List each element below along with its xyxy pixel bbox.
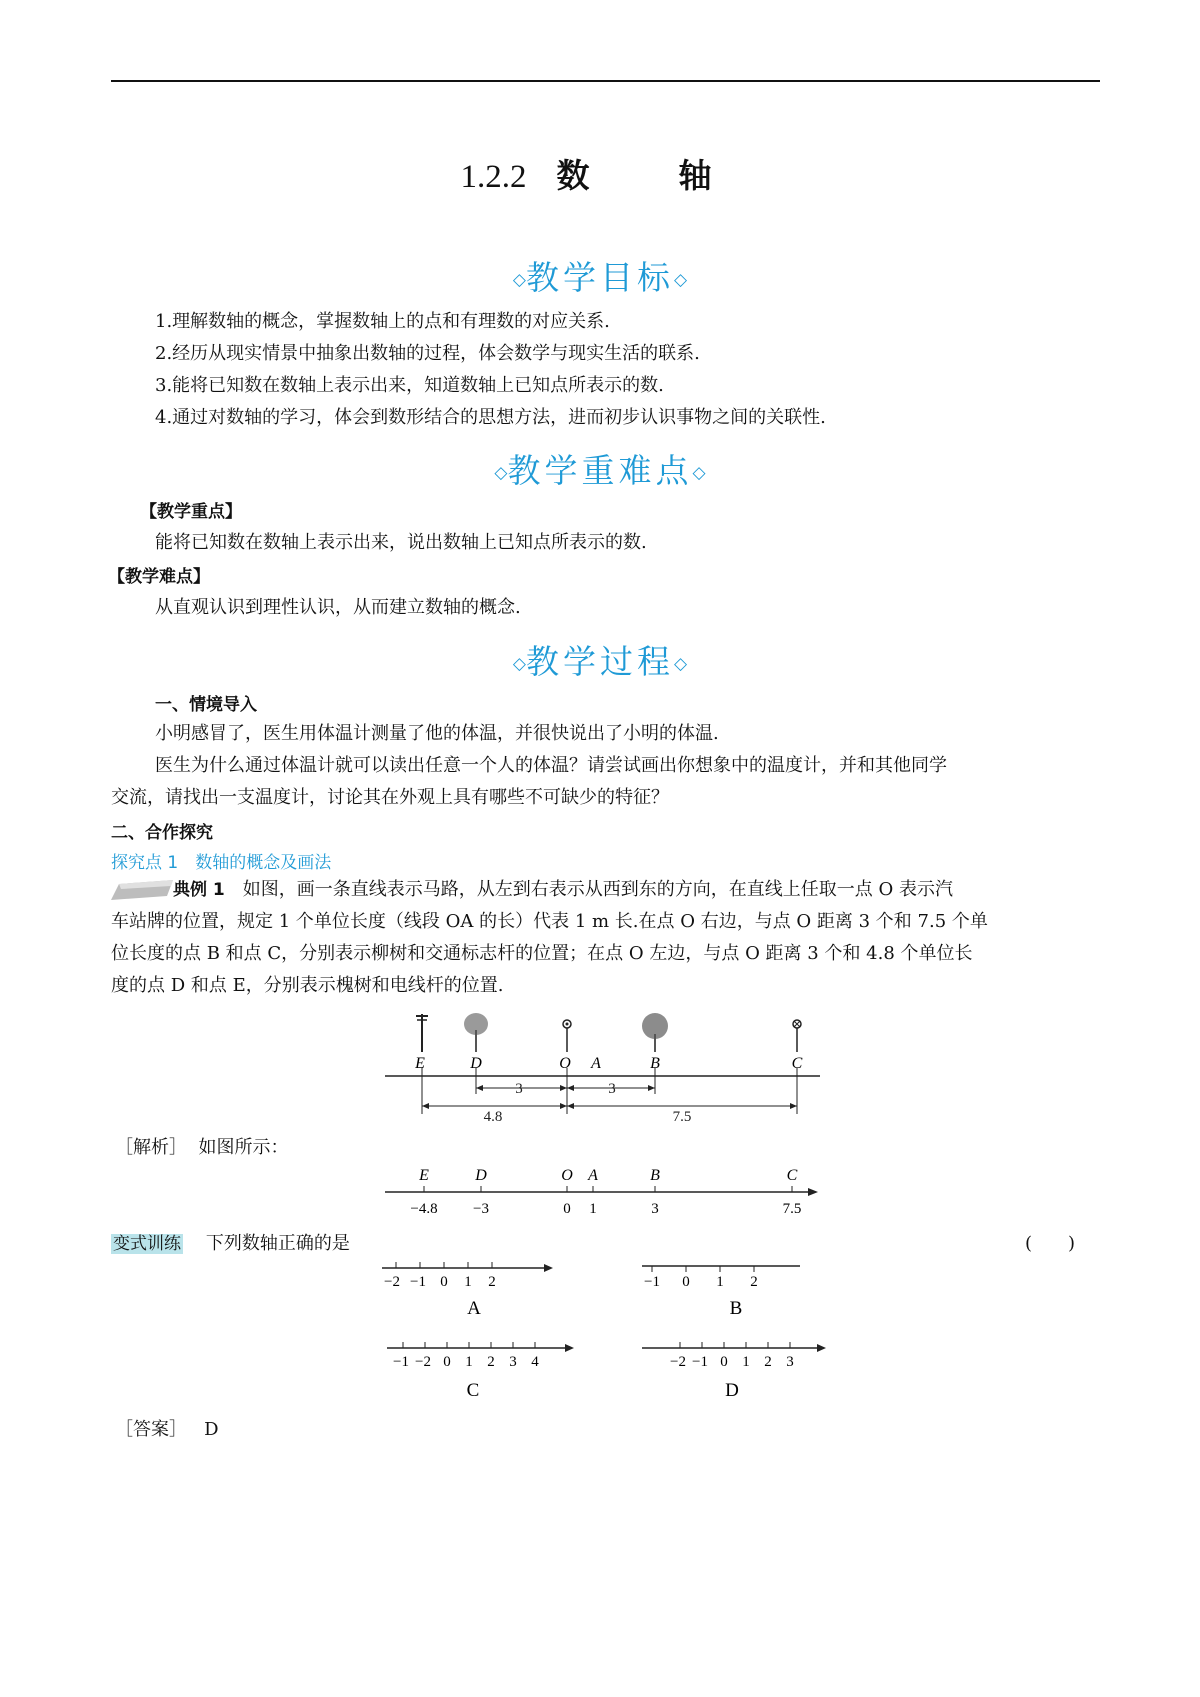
exercise-label: 变式训练 [113, 1234, 181, 1254]
diamond-icon: ◇ [494, 463, 508, 483]
svg-text:0: 0 [443, 1354, 451, 1370]
svg-text:4: 4 [531, 1354, 539, 1370]
dimension-label: 7.5 [672, 1109, 692, 1125]
point-label-e: E [415, 1055, 425, 1072]
svg-text:1: 1 [464, 1274, 472, 1290]
svg-text:−1: −1 [393, 1354, 409, 1370]
svg-text:2: 2 [487, 1354, 495, 1370]
option-d-figure [640, 1340, 840, 1402]
dimension-label: 3 [515, 1081, 523, 1097]
diamond-icon: ◇ [674, 270, 688, 290]
answer-value: D [204, 1419, 219, 1440]
option-b-figure [640, 1258, 820, 1320]
dimension-label: 3 [608, 1081, 616, 1097]
svg-text:−2: −2 [415, 1354, 431, 1370]
svg-text:−2: −2 [670, 1354, 686, 1370]
goal-item: 4.通过对数轴的学习，体会到数形结合的思想方法，进而初步认识事物之间的关联性. [155, 407, 826, 428]
diamond-icon: ◇ [512, 654, 526, 674]
goal-item: 2.经历从现实情景中抽象出数轴的过程，体会数学与现实生活的联系. [155, 343, 700, 364]
goal-item: 1.理解数轴的概念，掌握数轴上的点和有理数的对应关系. [155, 311, 610, 332]
svg-text:1: 1 [465, 1354, 473, 1370]
option-a-figure [380, 1258, 560, 1320]
svg-text:1: 1 [742, 1354, 750, 1370]
example-line: 位长度的点 B 和点 C，分别表示柳树和交通标志杆的位置；在点 O 左边，与点 O 距离 3 个和 4.8 个单位长 [111, 943, 973, 964]
svg-text:2: 2 [750, 1274, 758, 1290]
option-c-figure [385, 1340, 585, 1402]
title-text: 数 轴 [556, 156, 740, 195]
nl-number: 7.5 [782, 1201, 802, 1217]
answer-line [115, 1415, 219, 1441]
section-goals-heading: ◇教学目标◇ [512, 258, 688, 297]
point-label-d: D [470, 1055, 482, 1072]
arrow-icon [544, 1264, 553, 1272]
dimension-label: 4.8 [483, 1109, 503, 1125]
example-line: 典例 1 如图，画一条直线表示马路，从左到右表示从西到东的方向，在直线上任取一点 O 表示汽 [111, 874, 1101, 906]
difficulty-text: 从直观认识到理性认识，从而建立数轴的概念. [155, 597, 521, 618]
nl-letter: E [419, 1167, 429, 1184]
svg-text:1: 1 [716, 1274, 724, 1290]
difficulty-label: 【教学难点】 [108, 567, 210, 587]
key-label: 【教学重点】 [140, 502, 242, 522]
example-label: 典例 1 [173, 880, 225, 900]
nl-number: −3 [473, 1201, 489, 1217]
locust-tree-icon [464, 1013, 488, 1052]
part1-paragraph: 医生为什么通过体温计就可以读出任意一个人的体温？请尝试画出你想象中的温度计，并和其他同学 [155, 755, 947, 776]
nl-number: −4.8 [410, 1201, 438, 1217]
example-badge-icon [111, 880, 173, 900]
option-a-label: A [467, 1298, 481, 1319]
point-label-c: C [791, 1055, 803, 1072]
key-text: 能将已知数在数轴上表示出来，说出数轴上已知点所表示的数. [155, 532, 647, 553]
traffic-sign-icon [793, 1020, 801, 1052]
section-keypoints-heading: ◇教学重难点◇ [494, 451, 706, 490]
arrow-icon [817, 1344, 826, 1352]
part1-paragraph: 小明感冒了，医生用体温计测量了他的体温，并很快说出了小明的体温. [155, 723, 719, 744]
section-process-heading: ◇教学过程◇ [512, 642, 688, 681]
diamond-icon: ◇ [692, 463, 706, 483]
svg-text:0: 0 [720, 1354, 728, 1370]
svg-text:2: 2 [488, 1274, 496, 1290]
page-title [0, 150, 1200, 197]
option-d-label: D [725, 1380, 739, 1401]
svg-text:−1: −1 [644, 1274, 660, 1290]
explore-point-title: 探究点 1 数轴的概念及画法 [111, 853, 332, 873]
nl-number: 3 [651, 1201, 659, 1217]
arrow-icon [808, 1188, 818, 1196]
nl-letter: A [588, 1167, 598, 1184]
option-b-label: B [729, 1298, 743, 1319]
svg-text:−1: −1 [692, 1354, 708, 1370]
analysis-text: 如图所示： [198, 1137, 289, 1158]
svg-text:0: 0 [682, 1274, 690, 1290]
analysis-label: ［解析］ 如图所示： [115, 1137, 289, 1158]
nl-number: 0 [563, 1201, 571, 1217]
svg-text:−1: −1 [410, 1274, 426, 1290]
svg-text:3: 3 [509, 1354, 517, 1370]
goal-item: 3.能将已知数在数轴上表示出来，知道数轴上已知点所表示的数. [155, 375, 664, 396]
part1-paragraph: 交流，请找出一支温度计，讨论其在外观上具有哪些不可缺少的特征？ [111, 787, 669, 808]
part2-heading: 二、合作探究 [111, 823, 213, 843]
svg-text:3: 3 [786, 1354, 794, 1370]
svg-text:0: 0 [440, 1274, 448, 1290]
svg-text:−2: −2 [384, 1274, 400, 1290]
header-rule [111, 80, 1100, 82]
part1-heading: 一、情境导入 [155, 695, 257, 715]
svg-text:2: 2 [764, 1354, 772, 1370]
example-line: 度的点 D 和点 E，分别表示槐树和电线杆的位置. [111, 975, 504, 996]
example-line: 车站牌的位置，规定 1 个单位长度（线段 OA 的长）代表 1 m 长.在点 O 右边，与点 O 距离 3 个和 7.5 个单 [111, 911, 988, 932]
nl-letter: D [475, 1167, 487, 1184]
title-number: 1.2.2 [460, 159, 527, 195]
willow-tree-icon [642, 1013, 668, 1052]
answer-label: ［答案］ [115, 1419, 187, 1440]
diamond-icon: ◇ [512, 270, 526, 290]
exercise-line [111, 1229, 350, 1255]
nl-letter: C [786, 1167, 798, 1184]
diamond-icon: ◇ [674, 654, 688, 674]
answer-blank: ( ) [1025, 1233, 1076, 1254]
option-c-label: C [466, 1380, 480, 1401]
road-figure [380, 1010, 830, 1125]
bus-stop-icon [563, 1020, 571, 1052]
nl-letter: O [561, 1167, 573, 1184]
point-label-a: A [591, 1055, 601, 1072]
nl-letter: B [650, 1167, 660, 1184]
arrow-icon [565, 1344, 574, 1352]
exercise-text: 下列数轴正确的是 [205, 1233, 350, 1254]
point-label-b: B [650, 1055, 660, 1072]
number-line-figure [380, 1162, 830, 1222]
nl-number: 1 [589, 1201, 597, 1217]
point-label-o: O [559, 1055, 571, 1072]
utility-pole-icon [416, 1014, 428, 1052]
